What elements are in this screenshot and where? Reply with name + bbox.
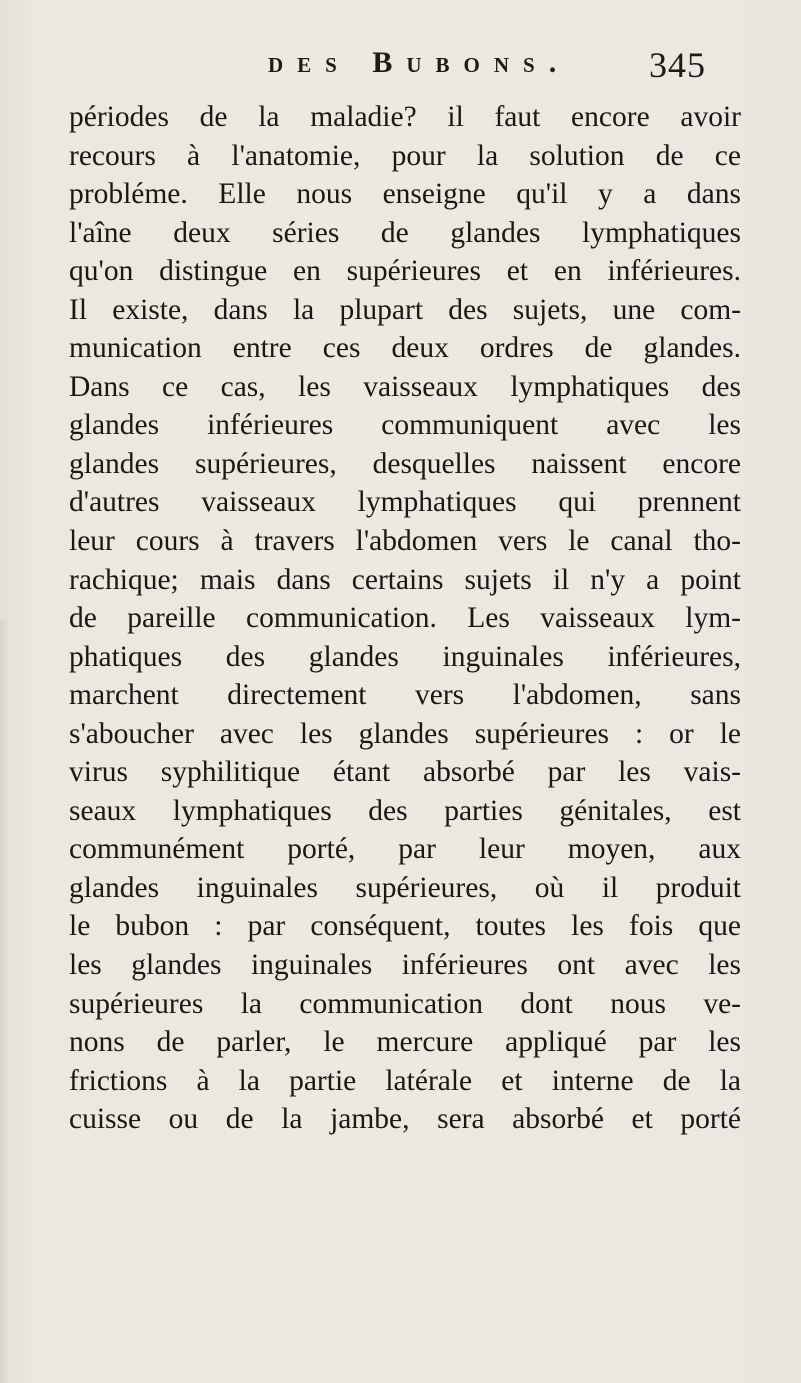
text-line: nons de parler, le mercure appliqué par les (69, 1026, 741, 1059)
running-title: des Bubons. (268, 46, 571, 79)
text-line: glandes supérieures, desquelles naissent encore (69, 447, 741, 480)
text-line: phatiques des glandes inguinales inférieures, (69, 640, 741, 673)
body-text (69, 98, 741, 1139)
text-line: recours à l'anatomie, pour la solution de ce (69, 139, 741, 172)
text-line: frictions à la partie latérale et interne de la (69, 1064, 741, 1097)
text-line: marchent directement vers l'abdomen, sans (69, 679, 741, 712)
text-line: Il existe, dans la plupart des sujets, une com- (69, 293, 741, 326)
text-line: leur cours à travers l'abdomen vers le canal tho- (69, 525, 741, 558)
text-line: supérieures la communication dont nous ve- (69, 987, 741, 1020)
text-line: l'aîne deux séries de glandes lymphatiques (69, 216, 741, 249)
text-line: glandes inguinales supérieures, où il produit (69, 871, 741, 904)
page-number: 345 (649, 45, 706, 85)
text-line: glandes inférieures communiquent avec les (69, 409, 741, 442)
text-line: munication entre ces deux ordres de glandes. (69, 332, 741, 365)
text-line: de pareille communication. Les vaisseaux lym- (69, 602, 741, 635)
text-line: les glandes inguinales inférieures ont avec les (69, 949, 741, 982)
text-line: probléme. Elle nous enseigne qu'il y a dans (69, 178, 741, 211)
text-line: communément porté, par leur moyen, aux (69, 833, 741, 866)
text-line: le bubon : par conséquent, toutes les fois que (69, 910, 741, 943)
text-line: Dans ce cas, les vaisseaux lymphatiques des (69, 370, 741, 403)
text-line: virus syphilitique étant absorbé par les vais- (69, 756, 741, 789)
text-line: périodes de la maladie? il faut encore avoir (69, 101, 741, 133)
text-line: s'aboucher avec les glandes supérieures : or le (69, 717, 741, 750)
text-line: qu'on distingue en supérieures et en inférieures. (69, 255, 741, 288)
text-line: seaux lymphatiques des parties génitales, est (69, 794, 741, 827)
text-line: rachique; mais dans certains sujets il n'y a point (69, 563, 741, 596)
page-header (0, 42, 801, 90)
text-line: d'autres vaisseaux lymphatiques qui prennent (69, 486, 741, 519)
text-line: cuisse ou de la jambe, sera absorbé et porté (69, 1103, 741, 1136)
page-binding-edge (0, 620, 8, 1383)
